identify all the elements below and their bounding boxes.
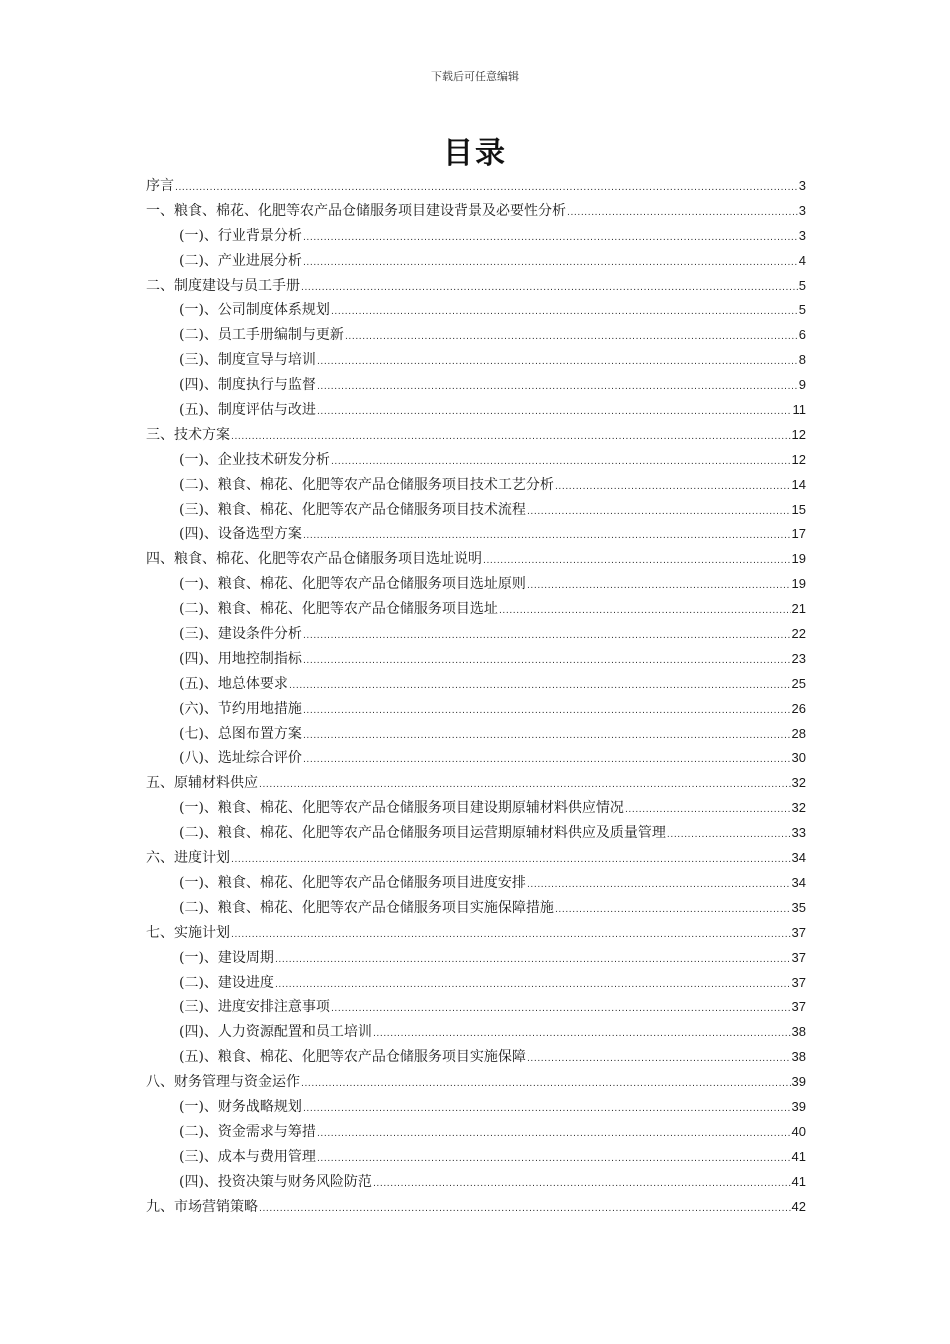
toc-entry-label: (一)、粮食、棉花、化肥等农产品仓储服务项目进度安排: [179, 874, 526, 891]
toc-entry[interactable]: [146, 1045, 806, 1070]
toc-entry-label: (二)、建设进度: [179, 974, 274, 991]
toc-dot-leader: [303, 524, 791, 549]
toc-dot-leader: [331, 997, 791, 1022]
toc-dot-leader: [317, 400, 792, 425]
toc-dot-leader: [231, 848, 791, 873]
toc-dot-leader: [275, 948, 791, 973]
toc-entry[interactable]: [146, 896, 806, 921]
toc-entry-label: 序言: [146, 178, 174, 194]
toc-dot-leader: [303, 699, 791, 724]
toc-entry-label: (二)、粮食、棉花、化肥等农产品仓储服务项目运营期原辅材料供应及质量管理: [179, 825, 666, 842]
toc-entry[interactable]: [146, 1020, 806, 1045]
toc-dot-leader: [301, 1072, 791, 1097]
toc-dot-leader: [331, 300, 798, 325]
toc-entry[interactable]: [146, 1120, 806, 1145]
toc-entry-page-number: 37: [791, 924, 806, 940]
toc-entry-label: (三)、进度安排注意事项: [179, 999, 330, 1016]
toc-entry[interactable]: [146, 1070, 806, 1095]
toc-dot-leader: [259, 773, 791, 798]
toc-entry-page-number: 19: [791, 551, 806, 567]
toc-entry-label: 九、市场营销策略: [146, 1198, 258, 1215]
toc-entry-page-number: 5: [798, 277, 806, 293]
toc-entry-label: (二)、产业进展分析: [179, 252, 302, 269]
toc-entry[interactable]: [146, 274, 806, 299]
toc-entry-label: 八、财务管理与资金运作: [146, 1074, 300, 1091]
toc-entry-page-number: 21: [791, 601, 806, 617]
toc-dot-leader: [301, 276, 798, 301]
toc-entry-page-number: 9: [798, 377, 806, 393]
toc-entry-label: 六、进度计划: [146, 850, 230, 867]
toc-entry[interactable]: [146, 821, 806, 846]
toc-entry-page-number: 23: [791, 650, 806, 666]
toc-entry[interactable]: [146, 771, 806, 796]
toc-entry[interactable]: [146, 1095, 806, 1120]
toc-entry-label: (一)、粮食、棉花、化肥等农产品仓储服务项目建设期原辅材料供应情况: [179, 800, 624, 817]
toc-dot-leader: [499, 599, 791, 624]
toc-entry-label: 一、粮食、棉花、化肥等农产品仓储服务项目建设背景及必要性分析: [146, 202, 566, 219]
toc-dot-leader: [483, 549, 791, 574]
toc-entry-page-number: 30: [791, 750, 806, 766]
toc-entry[interactable]: [146, 547, 806, 572]
toc-entry-page-number: 34: [791, 850, 806, 866]
toc-entry-page-number: 6: [798, 327, 806, 343]
toc-entry-label: (七)、总图布置方案: [179, 725, 302, 742]
toc-entry-page-number: 11: [792, 402, 806, 418]
toc-dot-leader: [567, 201, 798, 226]
toc-entry-label: (四)、设备选型方案: [179, 526, 302, 543]
toc-entry[interactable]: [146, 522, 806, 547]
toc-dot-leader: [231, 425, 791, 450]
toc-entry-label: 三、技术方案: [146, 426, 230, 443]
toc-dot-leader: [231, 923, 791, 948]
toc-dot-leader: [303, 649, 791, 674]
toc-dot-leader: [303, 251, 798, 276]
toc-entry-page-number: 15: [791, 501, 806, 517]
toc-entry-page-number: 17: [791, 526, 806, 542]
toc-entry[interactable]: [146, 1170, 806, 1195]
toc-dot-leader: [175, 176, 798, 201]
toc-entry[interactable]: [146, 622, 806, 647]
toc-dot-leader: [527, 873, 791, 898]
toc-dot-leader: [317, 375, 798, 400]
table-of-contents: [146, 174, 806, 1219]
toc-entry-label: (四)、用地控制指标: [179, 650, 302, 667]
toc-dot-leader: [303, 748, 791, 773]
toc-entry-page-number: 38: [791, 1049, 806, 1065]
toc-entry-page-number: 3: [798, 202, 806, 218]
toc-entry[interactable]: [146, 572, 806, 597]
toc-entry[interactable]: [146, 298, 806, 323]
toc-dot-leader: [303, 624, 791, 649]
toc-dot-leader: [625, 798, 791, 823]
toc-entry-page-number: 42: [791, 1198, 806, 1214]
toc-entry[interactable]: [146, 249, 806, 274]
toc-entry[interactable]: [146, 1145, 806, 1170]
toc-entry[interactable]: [146, 224, 806, 249]
toc-entry-page-number: 33: [791, 825, 806, 841]
toc-entry-label: (二)、粮食、棉花、化肥等农产品仓储服务项目选址: [179, 601, 498, 618]
toc-entry-label: (二)、资金需求与筹措: [179, 1123, 316, 1140]
toc-title: 目录: [443, 136, 507, 171]
toc-entry-label: (五)、制度评估与改进: [179, 402, 316, 419]
toc-entry-page-number: 32: [791, 800, 806, 816]
toc-entry-label: 七、实施计划: [146, 924, 230, 941]
toc-dot-leader: [289, 674, 791, 699]
toc-entry[interactable]: [146, 373, 806, 398]
toc-entry-page-number: 35: [791, 899, 806, 915]
toc-entry-label: (二)、粮食、棉花、化肥等农产品仓储服务项目技术工艺分析: [179, 476, 554, 493]
toc-entry[interactable]: [146, 174, 806, 199]
toc-dot-leader: [303, 724, 791, 749]
toc-entry-page-number: 22: [791, 626, 806, 642]
toc-entry-label: (三)、成本与费用管理: [179, 1148, 316, 1165]
toc-entry[interactable]: [146, 423, 806, 448]
toc-dot-leader: [667, 823, 791, 848]
toc-entry-label: (一)、企业技术研发分析: [179, 451, 330, 468]
toc-entry-label: 五、原辅材料供应: [146, 775, 258, 792]
toc-entry-label: (五)、地总体要求: [179, 675, 288, 692]
toc-entry[interactable]: [146, 995, 806, 1020]
toc-entry-label: (一)、行业背景分析: [179, 227, 302, 244]
toc-entry-label: 二、制度建设与员工手册: [146, 277, 300, 294]
toc-entry-page-number: 39: [791, 1098, 806, 1114]
toc-entry[interactable]: [146, 846, 806, 871]
toc-entry-label: (二)、粮食、棉花、化肥等农产品仓储服务项目实施保障措施: [179, 899, 554, 916]
toc-entry-page-number: 28: [791, 725, 806, 741]
toc-entry-page-number: 37: [791, 949, 806, 965]
toc-entry-label: 四、粮食、棉花、化肥等农产品仓储服务项目选址说明: [146, 551, 482, 568]
toc-entry-page-number: 12: [791, 426, 806, 442]
toc-entry-label: (六)、节约用地措施: [179, 700, 302, 717]
toc-entry-label: (一)、建设周期: [179, 949, 274, 966]
toc-dot-leader: [317, 1147, 791, 1172]
toc-entry-label: (八)、选址综合评价: [179, 750, 302, 767]
toc-dot-leader: [373, 1172, 791, 1197]
toc-entry-page-number: 8: [798, 352, 806, 368]
toc-entry-page-number: 34: [791, 874, 806, 890]
toc-entry[interactable]: [146, 722, 806, 747]
toc-entry-page-number: 32: [791, 775, 806, 791]
toc-entry-label: (一)、公司制度体系规划: [179, 302, 330, 319]
toc-entry-page-number: 38: [791, 1024, 806, 1040]
toc-entry-page-number: 12: [791, 451, 806, 467]
toc-entry-page-number: 39: [791, 1074, 806, 1090]
toc-entry[interactable]: [146, 697, 806, 722]
toc-entry[interactable]: [146, 647, 806, 672]
toc-entry-page-number: 37: [791, 974, 806, 990]
toc-entry[interactable]: [146, 448, 806, 473]
toc-entry-page-number: 5: [798, 302, 806, 318]
toc-entry-page-number: 26: [791, 700, 806, 716]
toc-entry[interactable]: [146, 597, 806, 622]
toc-dot-leader: [527, 500, 791, 525]
toc-entry-label: (三)、粮食、棉花、化肥等农产品仓储服务项目技术流程: [179, 501, 526, 518]
page-header-note: 下载后可任意编辑: [431, 70, 519, 83]
toc-entry-page-number: 14: [791, 476, 806, 492]
toc-entry[interactable]: [146, 199, 806, 224]
toc-entry[interactable]: [146, 498, 806, 523]
toc-entry-page-number: 4: [798, 252, 806, 268]
toc-entry[interactable]: [146, 398, 806, 423]
toc-dot-leader: [303, 1097, 791, 1122]
toc-entry-label: (三)、制度宣导与培训: [179, 352, 316, 369]
toc-entry[interactable]: [146, 796, 806, 821]
toc-entry-page-number: 37: [791, 999, 806, 1015]
toc-entry-page-number: 3: [798, 178, 806, 193]
toc-entry[interactable]: [146, 971, 806, 996]
toc-entry[interactable]: [146, 746, 806, 771]
toc-entry-page-number: 40: [791, 1123, 806, 1139]
toc-entry[interactable]: [146, 921, 806, 946]
toc-entry-label: (四)、人力资源配置和员工培训: [179, 1024, 372, 1041]
toc-entry[interactable]: [146, 672, 806, 697]
toc-entry-page-number: 25: [791, 675, 806, 691]
toc-dot-leader: [527, 1047, 791, 1072]
toc-entry-page-number: 41: [791, 1173, 806, 1189]
toc-entry-label: (五)、粮食、棉花、化肥等农产品仓储服务项目实施保障: [179, 1049, 526, 1066]
toc-dot-leader: [259, 1197, 791, 1222]
toc-dot-leader: [317, 1122, 791, 1147]
toc-entry[interactable]: [146, 323, 806, 348]
toc-entry-page-number: 41: [791, 1148, 806, 1164]
toc-entry-label: (三)、建设条件分析: [179, 626, 302, 643]
toc-entry[interactable]: [146, 871, 806, 896]
toc-dot-leader: [555, 475, 791, 500]
toc-entry[interactable]: [146, 1195, 806, 1220]
toc-dot-leader: [527, 574, 791, 599]
toc-entry-page-number: 3: [798, 227, 806, 243]
toc-dot-leader: [275, 973, 791, 998]
toc-entry-label: (一)、财务战略规划: [179, 1098, 302, 1115]
toc-dot-leader: [555, 898, 791, 923]
toc-dot-leader: [345, 325, 798, 350]
toc-entry[interactable]: [146, 946, 806, 971]
toc-dot-leader: [331, 450, 791, 475]
toc-entry-page-number: 19: [791, 576, 806, 592]
toc-dot-leader: [317, 350, 798, 375]
toc-entry[interactable]: [146, 348, 806, 373]
toc-entry-label: (四)、制度执行与监督: [179, 377, 316, 394]
toc-entry-label: (二)、员工手册编制与更新: [179, 327, 344, 344]
toc-dot-leader: [373, 1022, 791, 1047]
toc-entry-label: (四)、投资决策与财务风险防范: [179, 1173, 372, 1190]
toc-entry-label: (一)、粮食、棉花、化肥等农产品仓储服务项目选址原则: [179, 576, 526, 593]
toc-dot-leader: [303, 226, 798, 251]
toc-entry[interactable]: [146, 473, 806, 498]
